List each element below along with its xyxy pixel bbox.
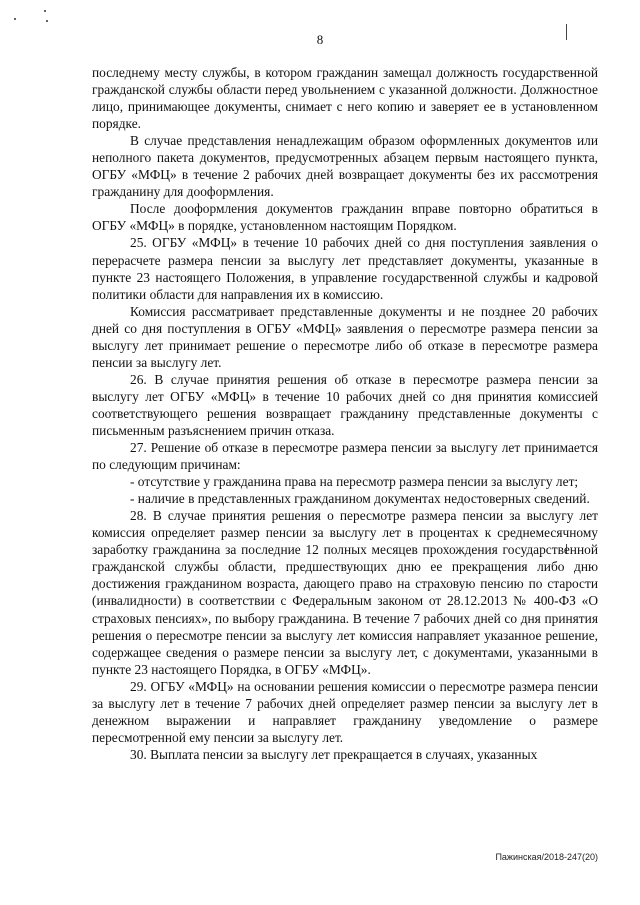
paragraph-item-27: 27. Решение об отказе в пересмотре размера пенсии за выслугу лет принимается по следующим причинам: [92,440,598,473]
paragraph-continuation: последнему месту службы, в котором гражданин замещал должность государственной гражданской службы области перед увольнением с указанной должности. Должностное лицо, принимающее документы, снимает с него копию и заверяет ее в установленном порядке. [92,65,598,132]
paragraph-item-25: 25. ОГБУ «МФЦ» в течение 10 рабочих дней со дня поступления заявления о перерасчете размера пенсии за выслугу лет представляет документы, указанные в пункте 23 настоящего Положения, в управление государственной службы и кадровой политики области для направления их в комиссию. [92,235,598,302]
list-item: - наличие в представленных гражданином документах недостоверных сведений. [130,491,590,507]
paragraph-item-28: 28. В случае принятия решения о пересмотре размера пенсии за выслугу лет комиссия определяет размер пенсии за выслугу лет в процентах к среднемесячному заработку гражданина за последние 12 полных месяцев прохождения государственной гражданской службы области, предшествующих дню ее прекращения либо дню достижения гражданином возраста, дающего право на страховую пенсию по старости (инвалидности) в соответствии с Федеральным законом от 28.12.2013 № 400-ФЗ «О страховых пенсиях», по выбору гражданина. В течение 7 рабочих дней со дня принятия решения о пересмотре пенсии за выслугу лет комиссия направляет указанное решение, содержащее сведения о размере пенсии за выслугу лет, с документами, указанными в пункте 23 настоящего Порядка, в ОГБУ «МФЦ». [92,508,598,677]
document-footer-code: Пажинская/2018-247(20) [495,852,598,862]
paragraph: Комиссия рассматривает представленные документы и не позднее 20 рабочих дней со дня поступления в ОГБУ «МФЦ» заявления о пересмотре размера пенсии за выслугу лет принимает решение о пересмотре либо об отказе в пересмотре размера пенсии за выслугу лет. [92,303,598,370]
paragraph: После дооформления документов гражданин вправе повторно обратиться в ОГБУ «МФЦ» в порядке, установленном настоящим Порядком. [92,201,598,234]
scan-speck [14,18,16,20]
paragraph-item-26: 26. В случае принятия решения об отказе в пересмотре размера пенсии за выслугу лет ОГБУ «МФЦ» в течение 10 рабочих дней со дня принятия комиссией соответствующего решения возвращает гражданину представленные документы с письменным разъяснением причин отказа. [92,371,598,438]
scan-speck [46,20,48,22]
scan-speck [44,10,46,12]
paragraph-item-30: 30. Выплата пенсии за выслугу лет прекращается в случаях, указанных [130,746,538,762]
page-number: 8 [316,32,324,47]
document-body [92,64,598,763]
paragraph: В случае представления ненадлежащим образом оформленных документов или неполного пакета документов, предусмотренных абзацем первым настоящего пункта, ОГБУ «МФЦ» в течение 2 рабочих дней возвращает документы без их рассмотрения гражданину для дооформления. [92,133,598,200]
paragraph-item-29: 29. ОГБУ «МФЦ» на основании решения комиссии о пересмотре размера пенсии за выслугу лет в течение 7 рабочих дней определяет размер пенсии за выслугу лет в денежном выражении и направляет гражданину уведомление о размере пересмотренной ему пенсии за выслугу лет. [92,678,598,745]
list-item: - отсутствие у гражданина права на пересмотр размера пенсии за выслугу лет; [130,474,579,490]
